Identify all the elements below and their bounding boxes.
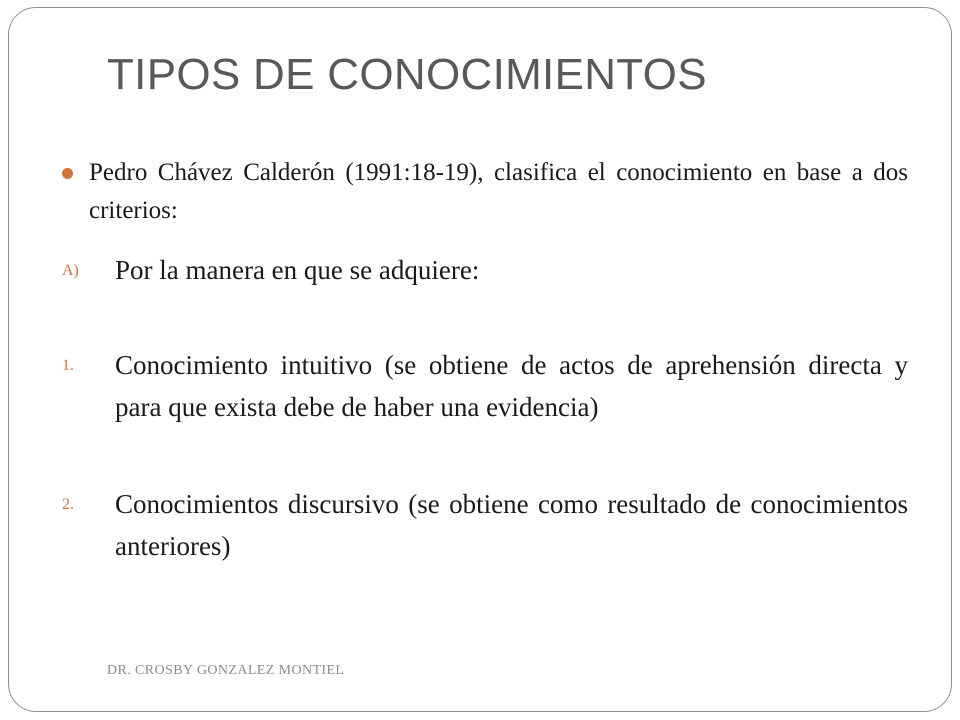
list-item-text: Por la manera en que se adquiere: [115,255,480,285]
list-item-a [62,249,908,291]
list-item-text: Conocimientos discursivo (se obtiene como resultado de conocimientos anteriores) [115,489,908,561]
list-marker: A) [62,262,79,279]
list-marker: 1. [62,357,74,374]
slide-footer: DR. CROSBY GONZALEZ MONTIEL [107,663,345,678]
bullet-text: Pedro Chávez Calderón (1991:18-19), clasifica el conocimiento en base a dos criterios: [89,159,908,224]
slide-title: TIPOS DE CONOCIMIENTOS [107,50,707,99]
list-item-text: Conocimiento intuitivo (se obtiene de actos de aprehensión directa y para que exista debe de haber una evidencia) [115,350,908,422]
bullet-item [62,154,908,230]
list-marker: 2. [62,496,74,513]
bullet-dot-icon [62,168,73,179]
list-item-2 [62,483,908,567]
list-item-1 [62,344,908,428]
